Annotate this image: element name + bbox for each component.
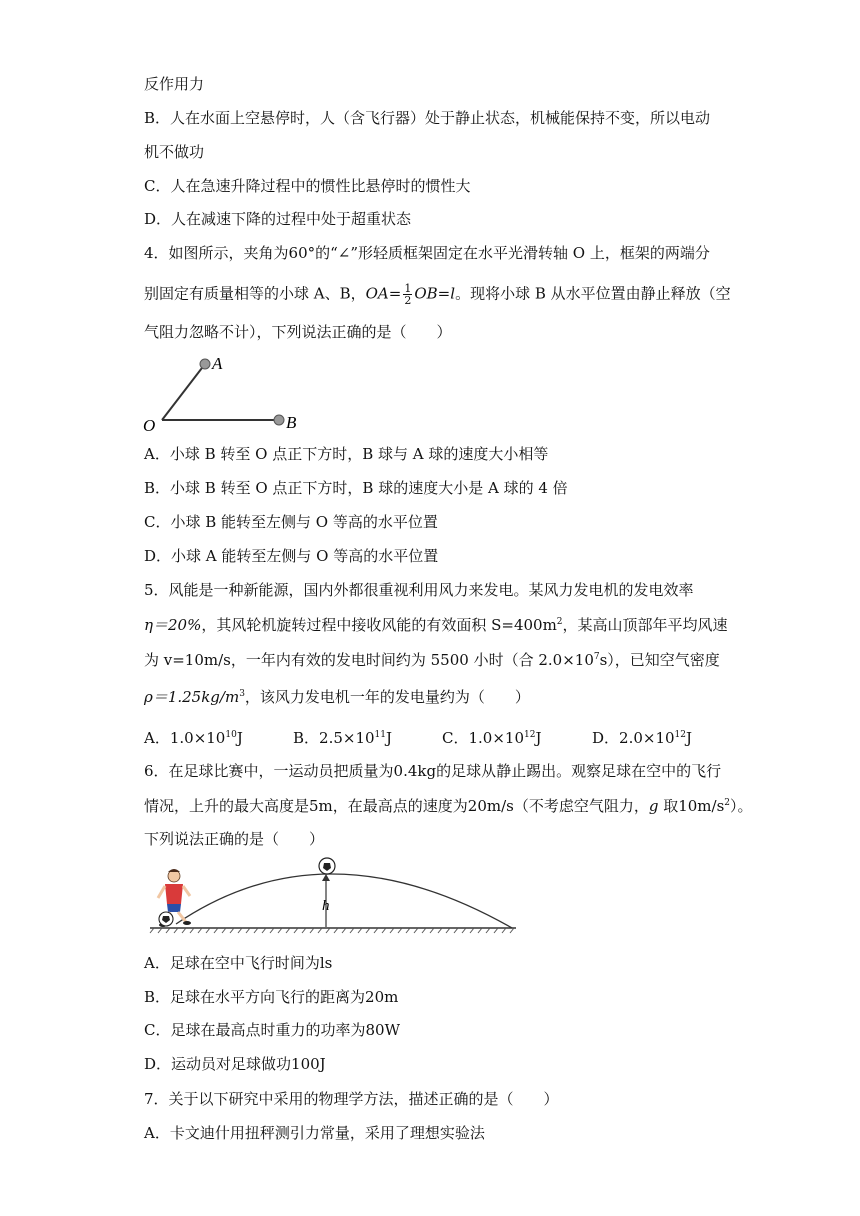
q5-option-a-exp: 10	[225, 730, 237, 740]
q4-frame-diagram	[140, 350, 310, 435]
q5-stem-line1: 5．风能是一种新能源，国内外都很重视利用风力来发电。某风力发电机的发电效率	[144, 581, 694, 599]
q4-label-b: B	[286, 413, 297, 432]
q6-stem-line3: 下列说法正确的是（ ）	[144, 830, 325, 848]
q3-option-b-line2: 机不做功	[144, 143, 205, 161]
q4-stem-line1: 4．如图所示，夹角为60°的“∠”形轻质框架固定在水平光滑转轴 O 上，框架的两端分	[144, 244, 710, 262]
q3-option-b-line1: B．人在水面上空悬停时，人（含飞行器）处于静止状态，机械能保持不变，所以电动	[144, 109, 711, 127]
q4-label-a: A	[212, 354, 223, 373]
q5-wind: ，某高山顶部年平均风速	[562, 616, 728, 634]
q6-stem-line2a: 情况，上升的最大高度是5m，在最高点的速度为20m/s（不考虑空气阻力，	[144, 797, 649, 815]
q5-time: 为 v=10m/s，一年内有效的发电时间约为 5500 小时（合 2.0×10	[144, 651, 594, 669]
q5-stem-line3	[144, 650, 720, 670]
q5-option-b-label: B．	[293, 729, 320, 747]
q4-eq-l: =	[437, 284, 451, 303]
q5-option-a-base: 1.0×10	[169, 729, 226, 747]
q5-option-d	[592, 728, 692, 748]
q4-rod-oa	[162, 364, 205, 420]
q5-option-b-base: 2.5×10	[319, 729, 375, 747]
q5-option-a-label: A．	[144, 729, 170, 747]
q5-option-a-unit: J	[236, 729, 243, 747]
q5-stem-line2	[144, 615, 728, 635]
q6-stem-line2	[144, 796, 753, 816]
q6-stem-line2c: ）。	[730, 797, 753, 815]
q5-option-d-base: 2.0×10	[619, 729, 675, 747]
q5-option-c-base: 1.0×10	[468, 729, 524, 747]
q6-g: g	[648, 797, 659, 815]
q4-option-b: B．小球 B 转至 O 点正下方时，B 球的速度大小是 A 球的 4 倍	[144, 479, 568, 497]
q6-trajectory-diagram	[148, 852, 520, 934]
q3-continuation: 反作用力	[144, 75, 205, 93]
q4-l: l	[450, 284, 456, 303]
q5-option-d-label: D．	[592, 729, 620, 747]
q6-ball-top-icon	[319, 858, 335, 874]
q5-option-c	[442, 728, 541, 748]
q5-option-c-label: C．	[442, 729, 469, 747]
q5-option-c-unit: J	[535, 729, 542, 747]
q3-option-d: D．人在减速下降的过程中处于超重状态	[144, 210, 412, 228]
q5-option-d-unit: J	[686, 729, 693, 747]
q5-density: ρ＝1.25kg/m	[144, 688, 240, 706]
q6-option-d: D．运动员对足球做功100J	[144, 1055, 326, 1073]
q5-option-a	[144, 728, 243, 748]
q4-stem-line2b: 。现将小球 B 从水平位置由静止释放（空	[455, 284, 731, 303]
q4-stem-line2a: 别固定有质量相等的小球 A、B，	[144, 284, 366, 303]
q4-ob: OB	[414, 284, 438, 303]
q4-oa: OA	[365, 284, 389, 303]
q5-option-b-unit: J	[386, 729, 393, 747]
q6-option-b: B．足球在水平方向飞行的距离为20m	[144, 988, 399, 1006]
q5-option-b-exp: 11	[374, 730, 386, 740]
q7-option-a: A．卡文迪什用扭秤测引力常量，采用了理想实验法	[144, 1124, 485, 1142]
q6-g-exp: 2	[724, 798, 731, 808]
q4-ball-b	[274, 415, 284, 425]
q5-time-exp: 7	[593, 652, 600, 662]
q5-area-exp: 2	[556, 617, 563, 627]
q4-stem-line2	[144, 283, 731, 306]
q5-density-intro: s），已知空气密度	[599, 651, 720, 669]
q4-frac-num: 1	[404, 282, 412, 295]
q6-stem-line2b: 取10m/s	[658, 797, 725, 815]
q4-option-a: A．小球 B 转至 O 点正下方时，B 球与 A 球的速度大小相等	[144, 445, 549, 463]
q5-option-d-exp: 12	[674, 730, 686, 740]
q4-frac-den: 2	[404, 294, 412, 307]
q5-area: ，其风轮机旋转过程中接收风能的有效面积 S=400m	[201, 616, 557, 634]
q5-question: ，该风力发电机一年的发电量约为（ ）	[244, 688, 530, 706]
q6-ball-start-icon	[159, 912, 173, 926]
q6-ground	[150, 928, 516, 933]
q4-ball-a	[200, 359, 210, 369]
q6-label-h: h	[322, 898, 330, 914]
q7-stem-line1: 7．关于以下研究中采用的物理学方法，描述正确的是（ ）	[144, 1090, 559, 1108]
q3-option-c: C．人在急速升降过程中的惯性比悬停时的惯性大	[144, 177, 471, 195]
q5-option-c-exp: 12	[524, 730, 536, 740]
q5-stem-line4	[144, 687, 530, 707]
q4-stem-line3: 气阻力忽略不计），下列说法正确的是（ ）	[144, 323, 452, 341]
q6-option-c: C．足球在最高点时重力的功率为80W	[144, 1021, 400, 1039]
q6-option-a: A．足球在空中飞行时间为ls	[144, 954, 333, 972]
q4-eq: =	[388, 284, 402, 303]
q4-option-c: C．小球 B 能转至左侧与 O 等高的水平位置	[144, 513, 438, 531]
q5-density-exp: 3	[239, 689, 245, 699]
q5-efficiency: η＝20%	[144, 616, 202, 634]
q6-height-arrowhead-icon	[322, 874, 330, 881]
q4-fraction	[403, 283, 412, 306]
q6-trajectory-curve	[176, 874, 512, 928]
q4-option-d: D．小球 A 能转至左侧与 O 等高的水平位置	[144, 547, 439, 565]
q5-option-b	[293, 728, 392, 748]
q6-stem-line1: 6．在足球比赛中，一运动员把质量为0.4kg的足球从静止踢出。观察足球在空中的飞行	[144, 762, 722, 780]
q4-label-o: O	[143, 416, 156, 435]
